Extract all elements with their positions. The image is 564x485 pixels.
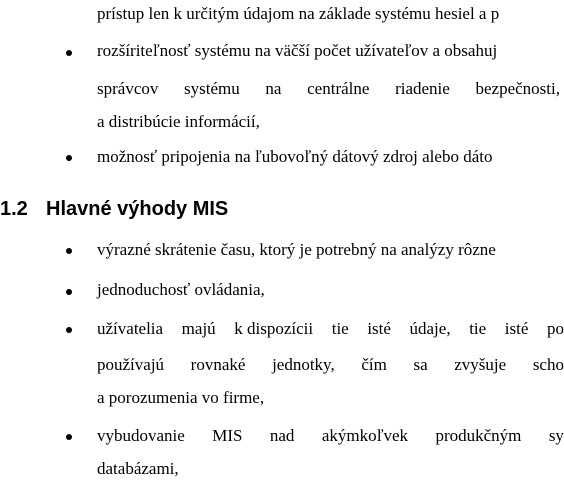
word: tie — [331, 319, 349, 338]
justified-line — [97, 355, 564, 375]
word: sa — [413, 355, 428, 374]
text-line: a distribúcie informácií, — [97, 112, 260, 131]
section-heading — [0, 197, 228, 221]
bullet-icon — [66, 434, 72, 440]
list-item-continuation — [97, 4, 499, 24]
word: scho — [532, 355, 564, 374]
word: bezpečnosti, — [475, 79, 560, 98]
word: produkčným — [435, 426, 522, 445]
word: po — [546, 319, 564, 338]
word: nad — [269, 426, 295, 445]
bullet-icon — [66, 155, 72, 161]
word: čím — [361, 355, 387, 374]
section-number: 1.2 — [0, 198, 28, 220]
word: zvyšuje — [454, 355, 507, 374]
bullet-icon — [66, 248, 72, 254]
word: systému — [184, 79, 240, 98]
text-line: výrazné skrátenie času, ktorý je potrebný na analýzy rôzne — [97, 240, 496, 259]
word: centrálne — [307, 79, 370, 98]
word: údaje, — [409, 319, 451, 338]
text-line: databázami, — [97, 459, 179, 478]
word: riadenie — [395, 79, 450, 98]
justified-line — [97, 79, 560, 99]
bullet-icon — [66, 327, 72, 333]
word: vybudovanie — [97, 426, 185, 445]
justified-line — [97, 426, 564, 446]
word: jednotky, — [272, 355, 335, 374]
text-line: rozšíriteľnosť systému na väčší počet užívateľov a obsahuj — [97, 41, 498, 60]
text-line: jednoduchosť ovládania, — [97, 280, 265, 299]
word: akýmkoľvek — [321, 426, 409, 445]
word: isté — [367, 319, 391, 338]
text-line: prístup len k určitým údajom na základe systému hesiel a p — [97, 4, 500, 23]
bullet-icon — [66, 289, 72, 295]
word: MIS — [212, 426, 243, 445]
word: tie — [469, 319, 487, 338]
word: majú — [181, 319, 216, 338]
word: na — [265, 79, 282, 98]
text-line: možnosť pripojenia na ľubovoľný dátový zdroj alebo dáto — [97, 147, 493, 166]
word: k dispozícii — [234, 319, 314, 338]
word: používajú — [97, 355, 165, 374]
section-title: Hlavné výhody MIS — [46, 198, 229, 220]
bullet-icon — [66, 50, 72, 56]
word: užívatelia — [97, 319, 164, 338]
text-line: a porozumenia vo firme, — [97, 388, 265, 407]
word: správcov — [97, 79, 159, 98]
word: sy — [548, 426, 564, 445]
justified-line — [97, 319, 564, 339]
word: isté — [504, 319, 529, 338]
word: rovnaké — [190, 355, 246, 374]
